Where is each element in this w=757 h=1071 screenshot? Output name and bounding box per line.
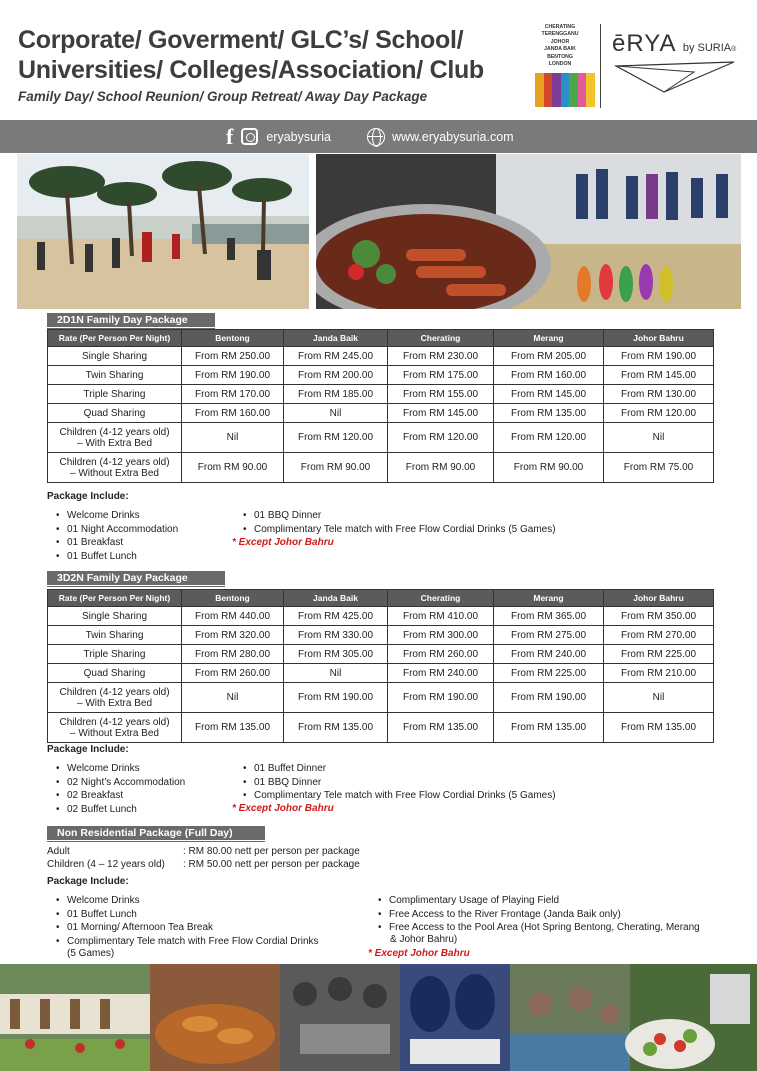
- table-cell: From RM 120.00: [284, 423, 388, 453]
- globe-icon: [367, 128, 385, 146]
- table-cell: From RM 440.00: [182, 607, 284, 626]
- location-item: JANDA BAIK: [544, 46, 576, 53]
- row-label-line-2: – With Extra Bed: [76, 697, 153, 709]
- include-list-right: [241, 762, 556, 803]
- social-bar: [0, 120, 757, 153]
- child-price: : RM 50.00 nett per person per package: [183, 859, 360, 870]
- table-row: [48, 404, 714, 423]
- include-list-right: [376, 894, 700, 935]
- table-cell: [48, 423, 182, 453]
- table-cell: From RM 135.00: [494, 404, 604, 423]
- list-item: • Complimentary Tele match with Free Flow Cordial Drinks: [54, 935, 319, 949]
- list-item: • 01 Buffet Dinner: [241, 762, 556, 776]
- location-item: TERENGGANU: [541, 31, 579, 38]
- column-header: Cherating: [388, 330, 494, 347]
- list-item: • 01 BBQ Dinner: [241, 509, 556, 523]
- except-note: * Except Johor Bahru: [232, 537, 334, 548]
- location-list: [527, 24, 593, 68]
- include-list-left: [54, 762, 185, 816]
- page-title-line-1: Corporate/ Goverment/ GLC’s/ School/: [18, 26, 464, 54]
- table-cell: Triple Sharing: [48, 385, 182, 404]
- table-row: [48, 423, 714, 453]
- row-label-line-2: – Without Extra Bed: [70, 727, 159, 739]
- table-cell: From RM 160.00: [494, 366, 604, 385]
- location-item: JOHOR: [550, 38, 570, 45]
- rates-table-2d1n: [47, 329, 714, 483]
- section-title-3d2n: 3D2N Family Day Package: [47, 571, 225, 585]
- list-item: • 01 BBQ Dinner: [241, 776, 556, 790]
- table-cell: From RM 320.00: [182, 626, 284, 645]
- table-row: [48, 453, 714, 483]
- table-cell: From RM 200.00: [284, 366, 388, 385]
- table-cell: Nil: [182, 423, 284, 453]
- table-cell: From RM 155.00: [388, 385, 494, 404]
- location-item: CHERATING: [544, 24, 576, 30]
- table-cell: From RM 90.00: [284, 453, 388, 483]
- table-cell: From RM 190.00: [604, 347, 714, 366]
- column-header: Rate (Per Person Per Night): [48, 590, 182, 607]
- table-cell: From RM 330.00: [284, 626, 388, 645]
- table-cell: From RM 365.00: [494, 607, 604, 626]
- column-header: Janda Baik: [284, 330, 388, 347]
- table-cell: From RM 260.00: [388, 645, 494, 664]
- brand-color-stripe: [535, 73, 544, 107]
- child-label: Children (4 – 12 years old): [47, 859, 165, 870]
- except-note: * Except Johor Bahru: [232, 803, 334, 814]
- package-include-heading: Package Include:: [47, 491, 129, 502]
- table-cell: [48, 713, 182, 743]
- table-cell: From RM 305.00: [284, 645, 388, 664]
- table-cell: From RM 225.00: [604, 645, 714, 664]
- table-cell: From RM 135.00: [182, 713, 284, 743]
- table-cell: From RM 240.00: [494, 645, 604, 664]
- table-cell: From RM 135.00: [494, 713, 604, 743]
- table-cell: From RM 145.00: [388, 404, 494, 423]
- brand-color-stripe: [561, 73, 570, 107]
- table-cell: From RM 145.00: [494, 385, 604, 404]
- table-cell: From RM 145.00: [604, 366, 714, 385]
- table-row: [48, 347, 714, 366]
- row-label-line-1: Children (4-12 years old): [59, 456, 170, 468]
- table-cell: From RM 250.00: [182, 347, 284, 366]
- table-cell: From RM 120.00: [604, 404, 714, 423]
- list-item: • Free Access to the Pool Area (Hot Spring Bentong, Cherating, Merang: [376, 921, 700, 935]
- buffet-bowling-photo: [316, 154, 741, 309]
- table-cell: From RM 170.00: [182, 385, 284, 404]
- column-header: Rate (Per Person Per Night): [48, 330, 182, 347]
- list-item: • 01 Buffet Lunch: [54, 908, 319, 922]
- table-cell: Quad Sharing: [48, 404, 182, 423]
- table-cell: From RM 350.00: [604, 607, 714, 626]
- table-cell: From RM 185.00: [284, 385, 388, 404]
- table-cell: From RM 300.00: [388, 626, 494, 645]
- logo-divider: [600, 24, 601, 108]
- table-cell: Triple Sharing: [48, 645, 182, 664]
- logo-wordmark: ēRYA: [612, 30, 676, 57]
- table-cell: [48, 683, 182, 713]
- list-item: • 01 Morning/ Afternoon Tea Break: [54, 921, 319, 935]
- table-header-row: [48, 330, 714, 347]
- table-cell: From RM 160.00: [182, 404, 284, 423]
- header: [0, 0, 757, 120]
- except-note: * Except Johor Bahru: [368, 948, 470, 959]
- table-cell: Single Sharing: [48, 607, 182, 626]
- table-cell: From RM 205.00: [494, 347, 604, 366]
- table-cell: From RM 135.00: [284, 713, 388, 743]
- section-title-non-residential: Non Residential Package (Full Day): [47, 826, 265, 840]
- table-row: [48, 385, 714, 404]
- table-cell: From RM 175.00: [388, 366, 494, 385]
- list-item: • 02 Buffet Lunch: [54, 803, 185, 817]
- beach-games-photo: [17, 154, 309, 309]
- row-label-line-1: Children (4-12 years old): [59, 716, 170, 728]
- table-cell: Quad Sharing: [48, 664, 182, 683]
- table-cell: From RM 245.00: [284, 347, 388, 366]
- table-cell: From RM 210.00: [604, 664, 714, 683]
- table-cell: Nil: [284, 404, 388, 423]
- table-row: [48, 645, 714, 664]
- column-header: Johor Bahru: [604, 590, 714, 607]
- table-row: [48, 683, 714, 713]
- table-cell: From RM 190.00: [182, 366, 284, 385]
- package-include-heading: Package Include:: [47, 744, 129, 755]
- list-item: • Welcome Drinks: [54, 509, 178, 523]
- list-item: • Complimentary Usage of Playing Field: [376, 894, 700, 908]
- rates-table-3d2n: [47, 589, 714, 743]
- location-item: BENTONG: [547, 53, 573, 60]
- table-cell: Single Sharing: [48, 347, 182, 366]
- bottom-photo-collage: [0, 964, 757, 1071]
- table-cell: From RM 90.00: [494, 453, 604, 483]
- table-cell: From RM 90.00: [182, 453, 284, 483]
- list-item: • 02 Breakfast: [54, 789, 185, 803]
- page-subtitle: Family Day/ School Reunion/ Group Retreat/ Away Day Package: [18, 89, 428, 104]
- table-cell: Nil: [604, 423, 714, 453]
- column-header: Bentong: [182, 330, 284, 347]
- adult-price-row: [47, 846, 360, 857]
- erya-logo: [612, 28, 744, 100]
- child-price-row: [47, 859, 360, 870]
- list-item: • Welcome Drinks: [54, 894, 319, 908]
- list-item: • 01 Buffet Lunch: [54, 550, 178, 564]
- column-header: Johor Bahru: [604, 330, 714, 347]
- facebook-icon[interactable]: f: [226, 123, 234, 149]
- section-title-2d1n: 2D1N Family Day Package: [47, 313, 215, 327]
- brand-color-stripe: [552, 73, 561, 107]
- table-row: [48, 366, 714, 385]
- table-row: [48, 713, 714, 743]
- table-cell: From RM 260.00: [182, 664, 284, 683]
- table-cell: From RM 120.00: [388, 423, 494, 453]
- list-item: • 02 Night’s Accommodation: [54, 776, 185, 790]
- column-header: Bentong: [182, 590, 284, 607]
- row-label-line-1: Children (4-12 years old): [59, 686, 170, 698]
- table-cell: From RM 280.00: [182, 645, 284, 664]
- column-header: Merang: [494, 590, 604, 607]
- table-cell: From RM 135.00: [388, 713, 494, 743]
- brand-color-stripe: [586, 73, 595, 107]
- list-item: • 01 Breakfast: [54, 536, 178, 550]
- row-label-line-2: – With Extra Bed: [76, 437, 153, 449]
- list-item-continuation: (5 Games): [67, 948, 115, 959]
- row-label-line-1: Children (4-12 years old): [59, 426, 170, 438]
- table-cell: Nil: [284, 664, 388, 683]
- table-row: [48, 626, 714, 645]
- adult-price: : RM 80.00 nett per person per package: [183, 846, 360, 857]
- table-cell: From RM 120.00: [494, 423, 604, 453]
- list-item: • Free Access to the River Frontage (Janda Baik only): [376, 908, 700, 922]
- list-item: • Welcome Drinks: [54, 762, 185, 776]
- table-cell: From RM 190.00: [388, 683, 494, 713]
- brand-color-stripes: [535, 73, 595, 107]
- table-cell: Nil: [182, 683, 284, 713]
- table-cell: From RM 190.00: [284, 683, 388, 713]
- table-cell: From RM 190.00: [494, 683, 604, 713]
- list-item: • Complimentary Tele match with Free Flow Cordial Drinks (5 Games): [241, 789, 556, 803]
- brand-color-stripe: [569, 73, 578, 107]
- table-cell: [48, 453, 182, 483]
- table-cell: From RM 425.00: [284, 607, 388, 626]
- table-row: [48, 664, 714, 683]
- table-row: [48, 607, 714, 626]
- logo-by-suria: by SURIA: [682, 42, 732, 54]
- table-cell: From RM 230.00: [388, 347, 494, 366]
- include-list-left: [54, 894, 319, 948]
- table-cell: From RM 270.00: [604, 626, 714, 645]
- table-cell: From RM 275.00: [494, 626, 604, 645]
- table-cell: Twin Sharing: [48, 626, 182, 645]
- list-item: • 01 Night Accommodation: [54, 523, 178, 537]
- brand-color-stripe: [544, 73, 553, 107]
- table-cell: Nil: [604, 683, 714, 713]
- list-item: • Complimentary Tele match with Free Flow Cordial Drinks (5 Games): [241, 523, 556, 537]
- table-cell: From RM 90.00: [388, 453, 494, 483]
- column-header: Merang: [494, 330, 604, 347]
- table-cell: From RM 240.00: [388, 664, 494, 683]
- adult-label: Adult: [47, 846, 70, 857]
- package-include-heading: Package Include:: [47, 876, 129, 887]
- instagram-icon[interactable]: [241, 128, 258, 145]
- table-cell: From RM 410.00: [388, 607, 494, 626]
- include-list-right: [241, 509, 556, 536]
- brand-color-stripe: [578, 73, 587, 107]
- table-cell: From RM 225.00: [494, 664, 604, 683]
- column-header: Cherating: [388, 590, 494, 607]
- column-header: Janda Baik: [284, 590, 388, 607]
- location-item: LONDON: [548, 61, 572, 68]
- registered-mark: ®: [731, 46, 737, 53]
- logo-wing-icon: [614, 56, 739, 96]
- table-cell: Twin Sharing: [48, 366, 182, 385]
- row-label-line-2: – Without Extra Bed: [70, 467, 159, 479]
- table-cell: From RM 75.00: [604, 453, 714, 483]
- include-list-left: [54, 509, 178, 563]
- social-handle[interactable]: eryabysuria: [266, 129, 331, 144]
- table-cell: From RM 130.00: [604, 385, 714, 404]
- table-header-row: [48, 590, 714, 607]
- table-cell: From RM 135.00: [604, 713, 714, 743]
- list-item-continuation: & Johor Bahru): [390, 934, 458, 945]
- page-title-line-2: Universities/ Colleges/Association/ Club: [18, 56, 484, 84]
- website-link[interactable]: www.eryabysuria.com: [392, 129, 514, 144]
